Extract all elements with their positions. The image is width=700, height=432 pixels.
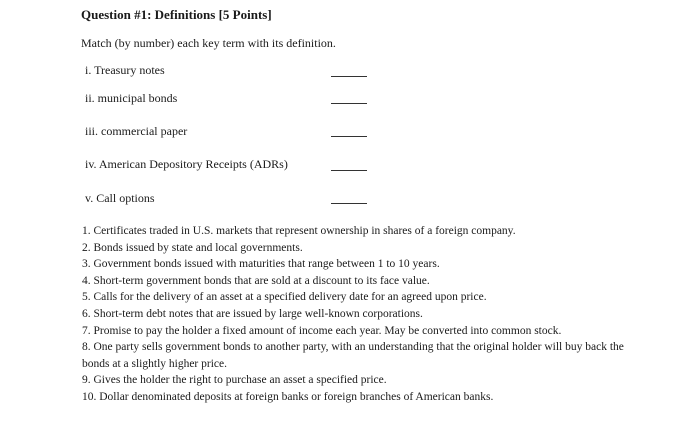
term-item-5: v. Call options [85,191,155,205]
definition-number: 1. [82,225,91,237]
definition-number: 4. [82,274,91,287]
answer-blank-2 [331,103,367,104]
definition-number: 3. [82,258,91,271]
definitions-list [82,223,642,406]
definition-text: Calls for the delivery of an asset at a specified delivery date for an agreed upon price. [93,291,487,304]
definition-text: Short-term government bonds that are sold at a discount to its face value. [93,274,430,287]
definition-item-7 [82,323,642,340]
definition-item-10 [82,389,642,406]
definition-text: Government bonds issued with maturities that range between 1 to 10 years. [93,258,440,271]
term-item-2: ii. municipal bonds [85,91,178,105]
definition-item-5 [82,289,642,306]
answer-blank-5 [331,203,367,204]
answer-blank-4 [331,170,367,171]
definition-number: 5. [82,291,91,304]
question-heading: Question #1: Definitions [5 Points] [81,7,272,22]
definition-number: 2. [82,241,91,254]
definition-item-9 [82,372,642,389]
term-item-1: i. Treasury notes [85,63,165,77]
definition-text: Promise to pay the holder a fixed amount of income each year. May be converted into common stock. [93,324,562,337]
term-item-4: iv. American Depository Receipts (ADRs) [85,157,288,171]
definition-text: Dollar denominated deposits at foreign banks or foreign branches of American banks. [99,390,494,403]
definition-item-8 [82,339,642,372]
definition-text: Bonds issued by state and local governments. [93,241,303,254]
definition-text: One party sells government bonds to another party, with an understanding that the original holder will buy back the bonds at a slightly higher price. [82,341,624,370]
question-instructions: Match (by number) each key term with its definition. [81,36,336,50]
definition-text: Certificates traded in U.S. markets that represent ownership in shares of a foreign company. [93,225,516,237]
definition-text: Short-term debt notes that are issued by large well-known corporations. [93,307,423,320]
definition-item-1 [82,223,642,240]
definition-number: 6. [82,307,91,320]
definition-number: 9. [82,374,91,387]
definition-number: 7. [82,324,91,337]
answer-blank-1 [331,76,367,77]
term-item-3: iii. commercial paper [85,124,188,138]
definition-item-2 [82,240,642,257]
definition-number: 8. [82,341,91,354]
definition-item-3 [82,256,642,273]
definition-item-6 [82,306,642,323]
definition-number: 10. [82,390,97,403]
definition-item-4 [82,273,642,290]
definition-text: Gives the holder the right to purchase an asset a specified price. [93,374,387,387]
answer-blank-3 [331,136,367,137]
